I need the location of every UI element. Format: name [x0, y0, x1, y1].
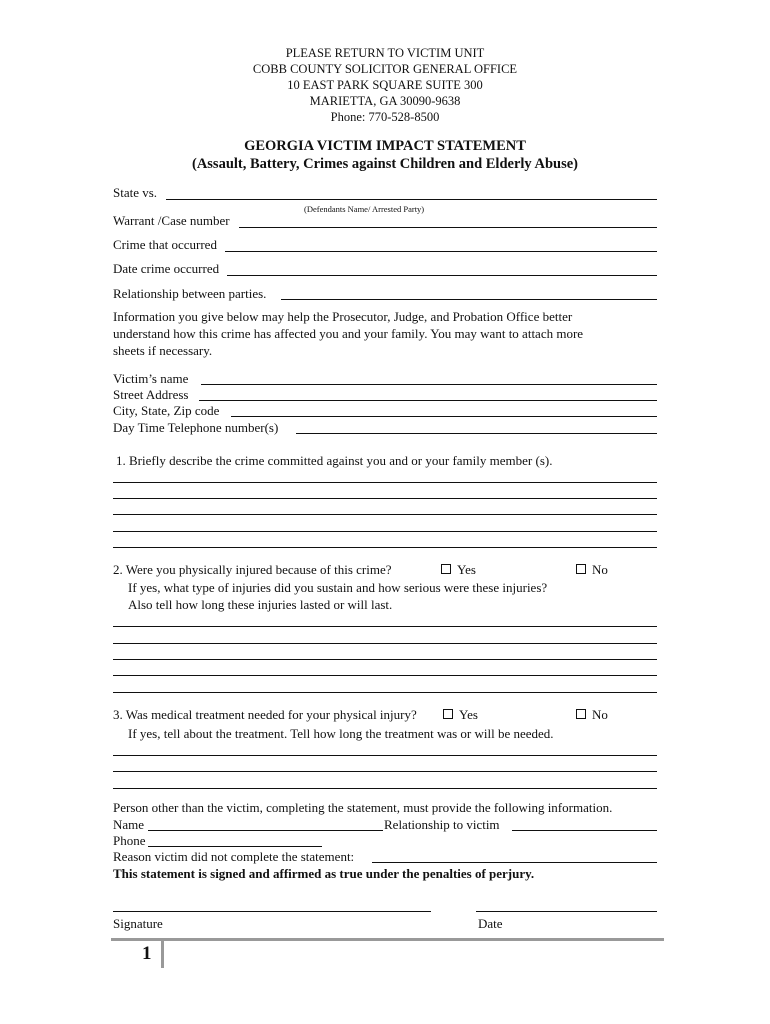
q3-answer-line[interactable] — [113, 771, 657, 772]
date-crime-line[interactable] — [227, 275, 657, 276]
street-address-line[interactable] — [199, 400, 657, 401]
q1-answer-line[interactable] — [113, 547, 657, 548]
street-address-label: Street Address — [113, 387, 189, 402]
q3-followup: If yes, tell about the treatment. Tell how long the treatment was or will be needed. — [128, 726, 554, 741]
q3-yes-label: Yes — [459, 707, 478, 722]
other-person-intro: Person other than the victim, completing the statement, must provide the following information. — [113, 800, 613, 815]
q2-no-label: No — [592, 562, 608, 577]
return-address-line-1: PLEASE RETURN TO VICTIM UNIT — [285, 46, 485, 60]
return-address-line-3: 10 EAST PARK SQUARE SUITE 300 — [287, 78, 483, 92]
q2-answer-line[interactable] — [113, 659, 657, 660]
q2-yes-label: Yes — [457, 562, 476, 577]
q3-yes-option[interactable] — [443, 707, 478, 723]
relationship-to-victim-label: Relationship to victim — [384, 817, 500, 832]
q3-no-checkbox[interactable] — [576, 709, 586, 719]
warrant-label: Warrant /Case number — [113, 213, 230, 228]
intro-line-1: Information you give below may help the Prosecutor, Judge, and Probation Office better — [113, 309, 573, 324]
q2-answer-line[interactable] — [113, 626, 657, 627]
form-title: GEORGIA VICTIM IMPACT STATEMENT — [244, 138, 526, 154]
return-address-phone: Phone: 770-528-8500 — [330, 110, 440, 124]
affirmation-text: This statement is signed and affirmed as true under the penalties of perjury. — [113, 866, 535, 881]
victim-name-label: Victim’s name — [113, 371, 189, 386]
date-line[interactable] — [476, 911, 657, 912]
return-address-line-2: COBB COUNTY SOLICITOR GENERAL OFFICE — [252, 62, 518, 76]
other-phone-label: Phone — [113, 833, 146, 848]
q2-yes-checkbox[interactable] — [441, 564, 451, 574]
other-name-line[interactable] — [148, 830, 383, 831]
reason-line[interactable] — [372, 862, 657, 863]
state-vs-note: (Defendants Name/ Arrested Party) — [304, 204, 425, 214]
q1-answer-line[interactable] — [113, 498, 657, 499]
question-3-text: 3. Was medical treatment needed for your physical injury? — [113, 707, 417, 722]
state-vs-label: State vs. — [113, 185, 158, 200]
other-name-label: Name — [113, 817, 145, 832]
page-footer-rule — [111, 938, 664, 941]
q2-followup-2: Also tell how long these injuries lasted or will last. — [128, 597, 393, 612]
q1-answer-line[interactable] — [113, 531, 657, 532]
relationship-label: Relationship between parties. — [113, 286, 267, 301]
page-number: 1 — [142, 943, 152, 964]
intro-line-2: understand how this crime has affected you and your family. You may want to attach more — [113, 326, 584, 341]
city-state-zip-line[interactable] — [231, 416, 657, 417]
day-phone-label: Day Time Telephone number(s) — [113, 420, 279, 435]
form-subtitle: (Assault, Battery, Crimes against Children and Elderly Abuse) — [191, 156, 579, 172]
question-2-text: 2. Were you physically injured because of this crime? — [113, 562, 392, 577]
crime-line[interactable] — [225, 251, 657, 252]
q3-yes-checkbox[interactable] — [443, 709, 453, 719]
q1-answer-line[interactable] — [113, 482, 657, 483]
q3-no-option[interactable] — [576, 707, 608, 723]
warrant-line[interactable] — [239, 227, 657, 228]
q2-answer-line[interactable] — [113, 675, 657, 676]
crime-label: Crime that occurred — [113, 237, 217, 252]
q2-answer-line[interactable] — [113, 643, 657, 644]
intro-line-3: sheets if necessary. — [113, 343, 213, 358]
q2-yes-option[interactable] — [441, 562, 476, 578]
page-footer-divider — [161, 941, 164, 968]
reason-label: Reason victim did not complete the statement: — [113, 849, 355, 864]
date-label: Date — [478, 916, 503, 931]
q2-no-checkbox[interactable] — [576, 564, 586, 574]
return-address-line-4: MARIETTA, GA 30090-9638 — [309, 94, 461, 108]
q2-followup-1: If yes, what type of injuries did you sustain and how serious were these injuries? — [128, 580, 548, 595]
relationship-to-victim-line[interactable] — [512, 830, 657, 831]
date-crime-label: Date crime occurred — [113, 261, 220, 276]
day-phone-line[interactable] — [296, 433, 657, 434]
q3-answer-line[interactable] — [113, 788, 657, 789]
q1-answer-line[interactable] — [113, 514, 657, 515]
q3-no-label: No — [592, 707, 608, 722]
q2-answer-line[interactable] — [113, 692, 657, 693]
other-phone-line[interactable] — [148, 846, 322, 847]
relationship-line[interactable] — [281, 299, 657, 300]
state-vs-line[interactable] — [166, 199, 657, 200]
q2-no-option[interactable] — [576, 562, 608, 578]
question-1-text: 1. Briefly describe the crime committed against you and or your family member (s). — [116, 453, 553, 468]
victim-name-line[interactable] — [201, 384, 657, 385]
q3-answer-line[interactable] — [113, 755, 657, 756]
city-state-zip-label: City, State, Zip code — [113, 403, 220, 418]
signature-label: Signature — [113, 916, 163, 931]
signature-line[interactable] — [113, 911, 431, 912]
